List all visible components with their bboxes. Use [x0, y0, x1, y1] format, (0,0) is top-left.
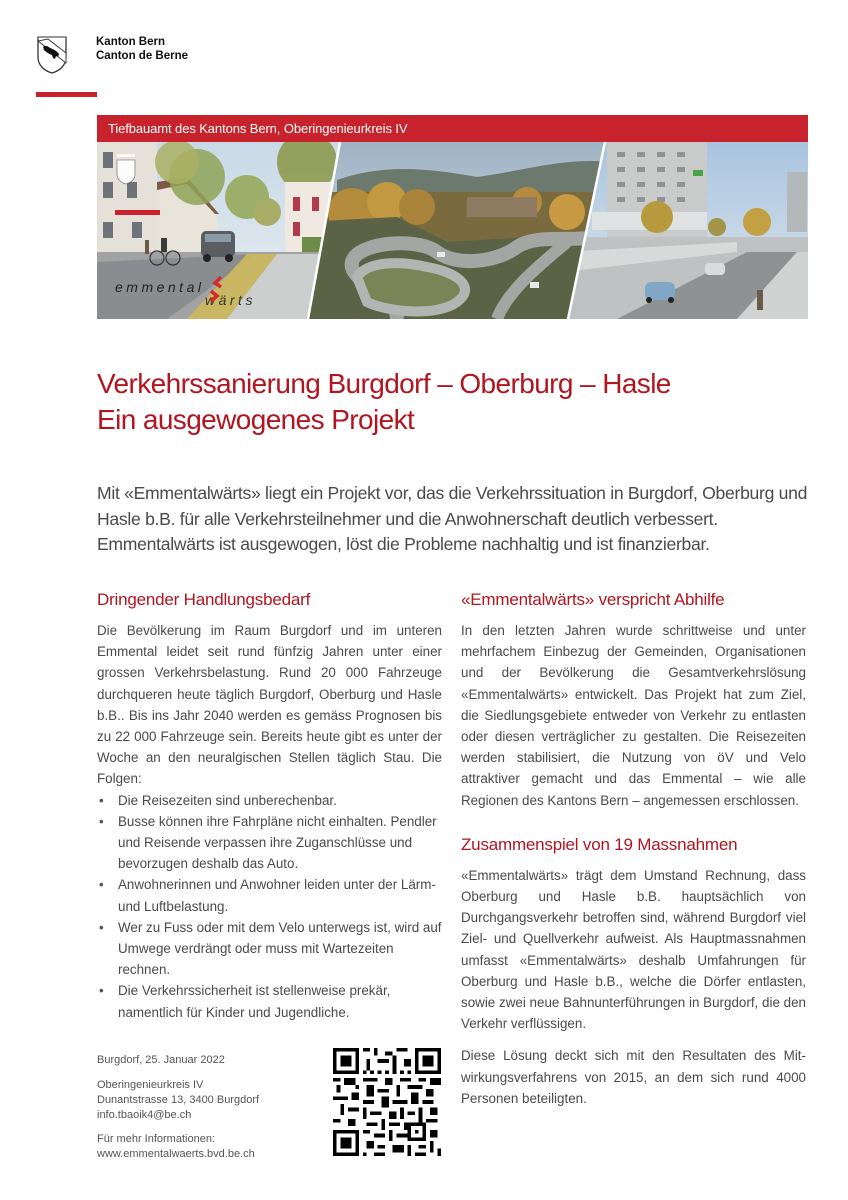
list-item: • Wer zu Fuss oder mit dem Velo unterwegs ist, wird auf Umwege verdrängt oder muss mit Wartezeiten rechnen. [97, 917, 442, 981]
participation-paragraph: Diese Lösung deckt sich mit den Resultaten des Mitwirkungsverfahrens von 2015, an dem sich rund 4000 Personen beteiligten. [461, 1048, 806, 1106]
emmentalwaerts-logo [115, 279, 256, 308]
consequences-list [97, 790, 442, 1023]
list-item: • Die Reisezeiten sind unberechenbar. [97, 790, 442, 811]
urgent-need-paragraph: Die Bevölkerung im Raum Burgdorf und im unteren Emmental leidet seit rund fünfzig Jahren unter einer grossen Verkehrsbelastung. Rund 20 000 Fahrzeuge durchqueren heute täglich Burgdorf, Oberburg und Hasle b.B.. Bis ins Jahr 2040 werden es gemäss Prognosen bis zu 22 000 Fahrzeuge sein. Bereits heute gibt es unter der Woche an den neuralgischen Stellen täglich Stau. Die Folgen: [97, 623, 442, 787]
qr-code-icon[interactable] [333, 1048, 441, 1156]
accent-bar [36, 92, 97, 97]
remedy-paragraph: In den letzten Jahren wurde schrittweise und unter mehrfachem Einbezug der Gemeinden, Organisationen und der Bevölkerung die Gesamtverkehrslösung «Emmentalwärts» entwickelt. Das Projekt hat zum Ziel, die Siedlungsgebiete entweder von Verkehr zu entlasten oder diesen verträglicher zu gestalten. Die Reisezeiten werden stabilisiert, die Nutzung von öV und Velo attraktiver gemacht und das Emmental – wie alle Regionen des Kantons Bern – angemessen erschlossen. [461, 623, 806, 808]
more-info-label: Für mehr Informationen: [97, 1133, 215, 1145]
page-title [97, 366, 671, 438]
footer-office: Oberingenieurkreis IV [97, 1079, 204, 1091]
section-heading-remedy: «Emmentalwärts» verspricht Abhilfe [461, 590, 725, 609]
website-link[interactable]: www.emmentalwaerts.bvd.be.ch [97, 1148, 255, 1161]
measures-paragraph: «Emmentalwärts» trägt dem Umstand Rechnung, dass Oberburg und Hasle b.B. hauptsächlich von Durchgangsverkehr betroffen sind, während Burgdorf viel Ziel- und Quellverkehr aufweist. Als Hauptmassnahmen umfasst «Emmentalwärts» deshalb Umfahrungen für Oberburg und Hasle b.B., welche die Dörfer entlasten, sowie zwei neue Bahnunterführungen in Burgdorf, die den Verkehr verflüssigen. [461, 867, 806, 1032]
logo-text-emmental: emmental [115, 279, 205, 295]
list-item: • Die Verkehrssicherheit ist stellenweise prekär, namentlich für Kinder und Jugendliche. [97, 980, 442, 1022]
section-heading-measures: Zusammenspiel von 19 Massnahmen [461, 834, 738, 854]
organization-name [96, 35, 188, 63]
section-heading-urgent-need: Dringender Handlungsbedarf [97, 590, 311, 609]
logo-chevron-icon [207, 275, 229, 303]
footer-contact [97, 1078, 259, 1124]
list-item: • Anwohnerinnen und Anwohner leiden unter der Lärm- und Luftbelastung. [97, 874, 442, 916]
photo-roundabout-visualization [302, 142, 612, 319]
bern-bear-crest-icon [36, 35, 68, 75]
title-line-2: Ein ausgewogenes Projekt [97, 404, 415, 435]
footer-address: Dunantstrasse 13, 3400 Burgdorf [97, 1094, 260, 1107]
left-column [97, 588, 442, 1023]
org-name-fr: Canton de Berne [96, 50, 189, 62]
lead-paragraph: Mit «Emmentalwärts» liegt ein Projekt vor, das die Verkehrssituation in Burgdorf, Oberburg und Hasle b.B. für alle Verkehrsteilnehmer und die Anwohnerschaft deutlich verbessert. Emmentalwärts ist ausgewogen, löst die Probleme nachhaltig und ist finanzierbar. [97, 483, 808, 554]
banner-strip-title: Tiefbauamt des Kantons Bern, Oberingenieurkreis IV [97, 115, 808, 142]
right-column [461, 588, 806, 1109]
footer-email[interactable]: info.tbaoik4@be.ch [97, 1109, 192, 1122]
list-item: • Busse können ihre Fahrpläne nicht einhalten. Pendler und Reisende verpassen ihre Zuganschlüsse und bevorzugen deshalb das Auto. [97, 811, 442, 875]
logo-text-waerts: wärts [205, 292, 256, 308]
org-name-de: Kanton Bern [96, 36, 165, 48]
footer-more-info [97, 1132, 255, 1162]
footer-date: Burgdorf, 25. Januar 2022 [97, 1054, 225, 1066]
title-line-1: Verkehrssanierung Burgdorf – Oberburg – Hasle [97, 368, 671, 399]
header-banner [97, 115, 808, 319]
